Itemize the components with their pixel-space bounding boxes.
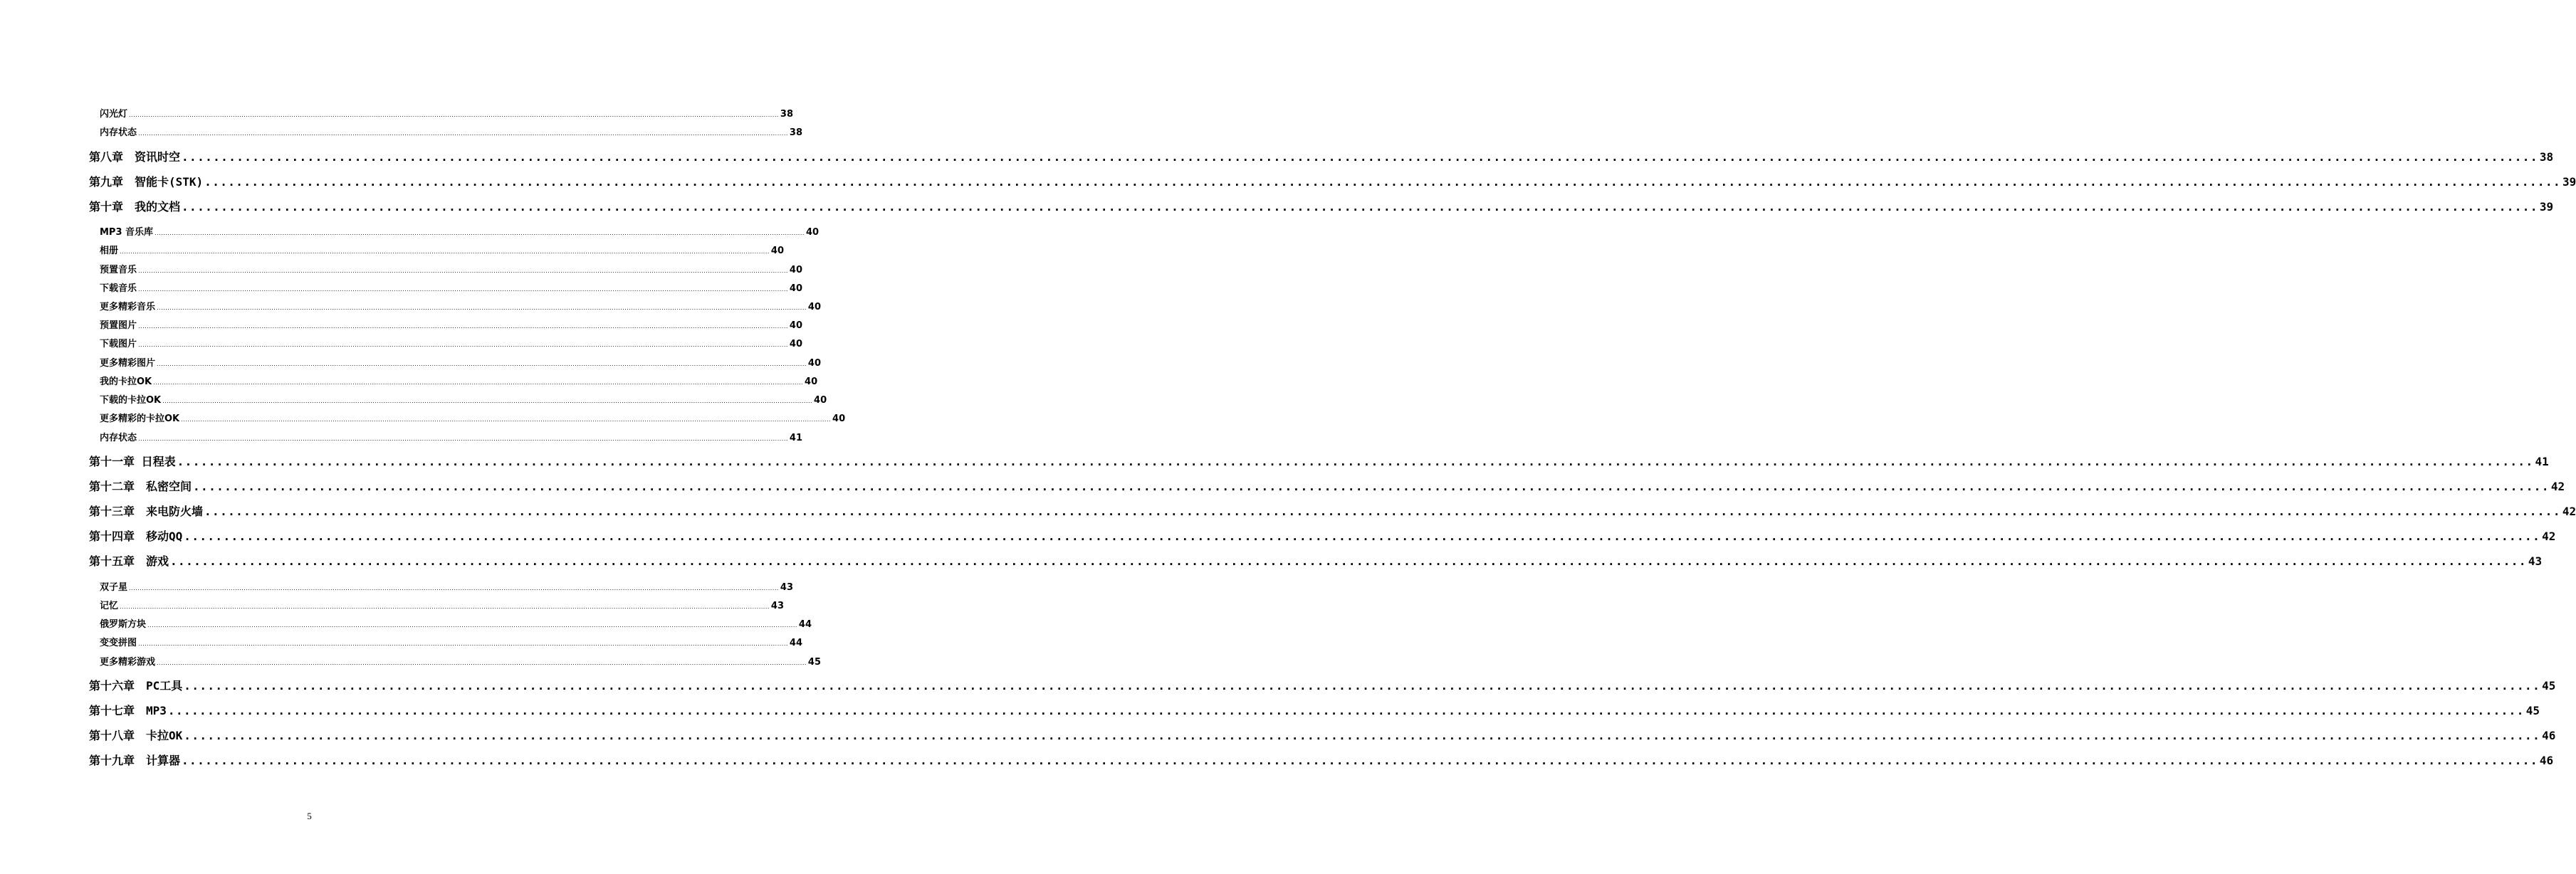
toc-entry-title: 第十五章 游戏 bbox=[89, 554, 169, 568]
toc-entry-page-number: 38 bbox=[789, 127, 802, 138]
toc-entry-page-number: 40 bbox=[789, 265, 802, 275]
toc-dot-leader: ............................................................................................................................................................................................................................................................................................................ bbox=[157, 660, 807, 666]
toc-entry-page-number: 40 bbox=[805, 227, 820, 238]
toc-entry-page-number: 40 bbox=[832, 414, 846, 424]
toc-section-entry[interactable] bbox=[100, 280, 802, 295]
toc-section-entry[interactable] bbox=[100, 411, 846, 425]
toc-section-entry[interactable] bbox=[100, 125, 802, 139]
toc-entry-title: 我的卡拉OK bbox=[100, 377, 152, 387]
toc-dot-leader: ............................................................................................................................................................................................................................................................................................................ bbox=[204, 175, 2562, 189]
toc-entry-page-number: 40 bbox=[789, 283, 802, 294]
toc-dot-leader: ............................................................................................................................................................................................................................................................................................................ bbox=[138, 286, 788, 293]
toc-entry-title: 双子星 bbox=[100, 582, 128, 593]
toc-entry-title: 内存状态 bbox=[100, 127, 137, 138]
toc-entry-title: 第十六章 PC工具 bbox=[89, 679, 183, 693]
toc-chapter-entry[interactable] bbox=[89, 702, 2540, 720]
toc-section-entry[interactable] bbox=[100, 355, 821, 369]
toc-entry-title: 第十章 我的文档 bbox=[89, 200, 181, 214]
page-number: 5 bbox=[307, 811, 312, 821]
toc-dot-leader: ............................................................................................................................................................................................................................................................................................................ bbox=[184, 679, 2541, 693]
toc-entry-page-number: 43 bbox=[770, 601, 784, 611]
toc-entry-page-number: 38 bbox=[780, 109, 793, 120]
toc-entry-page-number: 40 bbox=[807, 302, 821, 312]
toc-entry-page-number: 44 bbox=[798, 619, 812, 630]
toc-chapter-entry[interactable] bbox=[89, 453, 2549, 471]
toc-dot-leader: ............................................................................................................................................................................................................................................................................................................ bbox=[167, 704, 2525, 717]
toc-entry-page-number: 40 bbox=[807, 358, 821, 369]
toc-chapter-entry[interactable] bbox=[89, 173, 2576, 191]
toc-section-entry[interactable] bbox=[100, 299, 821, 313]
toc-dot-leader: ............................................................................................................................................................................................................................................................................................................ bbox=[120, 604, 770, 610]
toc-entry-title: 第十四章 移动QQ bbox=[89, 530, 183, 543]
toc-entry-title: 相册 bbox=[100, 246, 119, 256]
toc-section-entry[interactable] bbox=[100, 616, 812, 631]
toc-entry-title: 下载的卡拉OK bbox=[100, 395, 162, 406]
toc-dot-leader: ............................................................................................................................................................................................................................................................................................................ bbox=[138, 342, 788, 348]
toc-section-entry[interactable] bbox=[100, 106, 793, 120]
toc-dot-leader: ............................................................................................................................................................................................................................................................................................................ bbox=[182, 200, 2538, 214]
toc-entry-page-number: 44 bbox=[789, 638, 802, 648]
toc-entry-title: 第八章 资讯时空 bbox=[89, 150, 181, 164]
toc-dot-leader: ............................................................................................................................................................................................................................................................................................................ bbox=[138, 130, 788, 137]
toc-entry-title: 更多精彩图片 bbox=[100, 358, 156, 369]
toc-entry-page-number: 41 bbox=[2535, 455, 2549, 468]
toc-section-entry[interactable] bbox=[100, 243, 784, 257]
toc-entry-title: 更多精彩游戏 bbox=[100, 657, 156, 668]
toc-entry-page-number: 39 bbox=[2562, 175, 2576, 189]
toc-dot-leader: ............................................................................................................................................................................................................................................................................................................ bbox=[120, 248, 770, 255]
toc-entry-title: 第十一章 日程表 bbox=[89, 455, 176, 468]
toc-dot-leader: ............................................................................................................................................................................................................................................................................................................ bbox=[157, 361, 807, 367]
toc-dot-leader: ............................................................................................................................................................................................................................................................................................................ bbox=[182, 754, 2538, 767]
toc-section-entry[interactable] bbox=[100, 598, 784, 612]
toc-dot-leader: ............................................................................................................................................................................................................................................................................................................ bbox=[193, 480, 2550, 493]
toc-dot-leader: ............................................................................................................................................................................................................................................................................................................ bbox=[138, 323, 788, 330]
toc-dot-leader: ............................................................................................................................................................................................................................................................................................................ bbox=[182, 150, 2538, 164]
toc-entry-title: 第十二章 私密空间 bbox=[89, 480, 192, 493]
toc-section-entry[interactable] bbox=[100, 392, 827, 406]
toc-entry-page-number: 46 bbox=[2539, 754, 2554, 767]
toc-dot-leader: ............................................................................................................................................................................................................................................................................................................ bbox=[177, 455, 2534, 468]
toc-entry-page-number: 45 bbox=[807, 657, 821, 668]
toc-dot-leader: ............................................................................................................................................................................................................................................................................................................ bbox=[162, 398, 813, 404]
toc-dot-leader: ............................................................................................................................................................................................................................................................................................................ bbox=[157, 305, 807, 311]
toc-dot-leader: ............................................................................................................................................................................................................................................................................................................ bbox=[184, 530, 2541, 543]
toc-section-entry[interactable] bbox=[100, 654, 821, 668]
toc-section-entry[interactable] bbox=[100, 635, 802, 649]
toc-chapter-entry[interactable] bbox=[89, 752, 2554, 770]
toc-entry-page-number: 43 bbox=[2528, 554, 2543, 568]
toc-entry-title: 更多精彩的卡拉OK bbox=[100, 414, 180, 424]
toc-dot-leader: ............................................................................................................................................................................................................................................................................................................ bbox=[170, 554, 2527, 568]
toc-entry-title: 更多精彩音乐 bbox=[100, 302, 156, 312]
toc-entry-page-number: 46 bbox=[2542, 729, 2556, 742]
toc-dot-leader: ............................................................................................................................................................................................................................................................................................................ bbox=[184, 729, 2541, 742]
toc-entry-title: 内存状态 bbox=[100, 433, 137, 443]
toc-entry-title: 第十三章 来电防火墙 bbox=[89, 505, 204, 518]
toc-section-entry[interactable] bbox=[100, 317, 802, 332]
toc-entry-page-number: 40 bbox=[789, 339, 802, 349]
toc-dot-leader: ............................................................................................................................................................................................................................................................................................................ bbox=[147, 622, 797, 628]
toc-chapter-entry[interactable] bbox=[89, 148, 2554, 167]
toc-section-entry[interactable] bbox=[100, 374, 818, 388]
toc-section-entry[interactable] bbox=[100, 579, 793, 594]
toc-dot-leader: ............................................................................................................................................................................................................................................................................................................ bbox=[155, 230, 805, 236]
toc-entry-title: 闪光灯 bbox=[100, 109, 128, 120]
toc-dot-leader: ............................................................................................................................................................................................................................................................................................................ bbox=[204, 505, 2561, 518]
toc-entry-title: 第十七章 MP3 bbox=[89, 704, 167, 717]
toc-entry-page-number: 43 bbox=[780, 582, 793, 593]
toc-entry-title: 变变拼图 bbox=[100, 638, 137, 648]
toc-entry-title: 预置音乐 bbox=[100, 265, 137, 275]
toc-dot-leader: ............................................................................................................................................................................................................................................................................................................ bbox=[138, 641, 788, 647]
toc-chapter-entry[interactable] bbox=[89, 198, 2554, 216]
toc-entry-page-number: 45 bbox=[2542, 679, 2556, 693]
toc-entry-page-number: 45 bbox=[2525, 704, 2540, 717]
toc-dot-leader: ............................................................................................................................................................................................................................................................................................................ bbox=[138, 436, 788, 442]
toc-entry-title: 预置图片 bbox=[100, 320, 137, 331]
toc-entry-title: MP3 音乐库 bbox=[100, 227, 154, 238]
toc-chapter-entry[interactable] bbox=[89, 677, 2556, 695]
toc-entry-title: 记忆 bbox=[100, 601, 119, 611]
toc-entry-page-number: 40 bbox=[814, 395, 827, 406]
toc-chapter-entry[interactable] bbox=[89, 502, 2576, 521]
toc-entry-title: 第十八章 卡拉OK bbox=[89, 729, 183, 742]
toc-entry-page-number: 42 bbox=[2542, 530, 2556, 543]
toc-dot-leader: ............................................................................................................................................................................................................................................................................................................ bbox=[138, 268, 788, 274]
toc-entry-page-number: 42 bbox=[2550, 480, 2565, 493]
toc-dot-leader: ............................................................................................................................................................................................................................................................................................................ bbox=[129, 112, 779, 118]
toc-entry-page-number: 38 bbox=[2539, 150, 2554, 164]
toc-dot-leader: ............................................................................................................................................................................................................................................................................................................ bbox=[181, 416, 832, 423]
toc-entry-page-number: 39 bbox=[2539, 200, 2554, 214]
toc-section-entry[interactable] bbox=[100, 262, 802, 276]
toc-entry-title: 第十九章 计算器 bbox=[89, 754, 181, 767]
toc-dot-leader: ............................................................................................................................................................................................................................................................................................................ bbox=[129, 585, 779, 591]
toc-entry-title: 俄罗斯方块 bbox=[100, 619, 147, 630]
toc-chapter-entry[interactable] bbox=[89, 527, 2556, 546]
toc-entry-page-number: 40 bbox=[789, 320, 802, 331]
toc-entry-page-number: 40 bbox=[805, 377, 818, 387]
toc-entry-title: 下载图片 bbox=[100, 339, 137, 349]
toc-section-entry[interactable] bbox=[100, 336, 802, 350]
toc-entry-title: 下载音乐 bbox=[100, 283, 137, 294]
toc-dot-leader: ............................................................................................................................................................................................................................................................................................................ bbox=[153, 379, 804, 386]
toc-entry-title: 第九章 智能卡(STK) bbox=[89, 175, 204, 189]
toc-chapter-entry[interactable] bbox=[89, 727, 2556, 745]
toc-chapter-entry[interactable] bbox=[89, 552, 2543, 571]
toc-entry-page-number: 42 bbox=[2562, 505, 2576, 518]
toc-chapter-entry[interactable] bbox=[89, 478, 2565, 496]
toc-entry-page-number: 41 bbox=[789, 433, 802, 443]
toc-section-entry[interactable] bbox=[100, 224, 820, 238]
toc-entry-page-number: 40 bbox=[770, 246, 784, 256]
toc-section-entry[interactable] bbox=[100, 430, 802, 444]
